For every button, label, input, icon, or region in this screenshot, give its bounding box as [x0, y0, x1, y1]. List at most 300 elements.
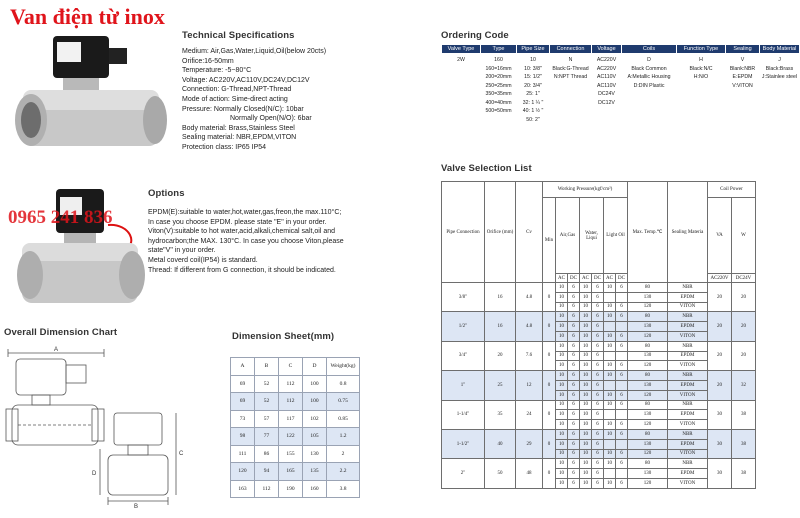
oc-item: 15: 1/2"	[524, 74, 542, 80]
vs-cell	[604, 410, 616, 420]
vs-cell: 6	[616, 361, 628, 371]
vs-cell: 10	[580, 292, 592, 302]
oc-col-valve-type	[442, 54, 481, 125]
vs-cell: 6	[616, 449, 628, 459]
ds-cell: 190	[279, 480, 303, 498]
vs-cell: 80	[628, 371, 668, 381]
vs-cell: 6	[616, 478, 628, 488]
vs-cell: 6	[592, 283, 604, 293]
vs-cell	[616, 410, 628, 420]
vs-cell: 6	[568, 322, 580, 332]
vs-cell: 10	[580, 478, 592, 488]
vs-cell: EPDM	[668, 380, 708, 390]
oc-header: Coils	[622, 45, 677, 54]
vs-cell: 10	[556, 361, 568, 371]
vs-cell: 10	[604, 459, 616, 469]
ds-cell: 165	[279, 463, 303, 481]
vs-cell	[616, 351, 628, 361]
vs-header-cv: Cv	[516, 182, 543, 283]
vs-cell: 6	[568, 341, 580, 351]
oc-col-function	[677, 54, 726, 125]
table-row	[231, 375, 360, 393]
vs-cell: 6	[592, 469, 604, 479]
valve-product-image-top	[5, 34, 175, 164]
vs-cell: 10	[556, 429, 568, 439]
oc-item: 160	[494, 57, 503, 63]
vs-cell: 10	[556, 302, 568, 312]
vs-header-air-gas: Air,Gas	[556, 198, 580, 274]
vs-va-cell: 20	[708, 341, 732, 370]
vs-cell: 10	[556, 380, 568, 390]
table-row	[231, 393, 360, 411]
ds-cell: 3.8	[327, 480, 360, 498]
vs-cell: 6	[592, 439, 604, 449]
vs-va-cell: 20	[708, 283, 732, 312]
vs-header-ac: AC	[556, 274, 568, 283]
vs-cell: 10	[604, 400, 616, 410]
vs-cell	[616, 292, 628, 302]
oc-header: Voltage	[592, 45, 622, 54]
ds-cell: 94	[255, 463, 279, 481]
vs-cell: NBR	[668, 312, 708, 322]
vs-header-min: Min	[543, 198, 556, 283]
vs-cell: VITON	[668, 361, 708, 371]
ds-cell: 155	[279, 445, 303, 463]
vs-cv-cell: 48	[516, 459, 543, 488]
ds-cell: 100	[303, 393, 327, 411]
phone-number: 0965 241 836	[8, 207, 113, 228]
vs-cell: 10	[604, 283, 616, 293]
spec-line: Mode of action: Sime-direct acting	[182, 95, 288, 103]
vs-cell: 6	[592, 371, 604, 381]
vs-orifice-cell: 35	[485, 400, 516, 429]
vs-cell: 10	[580, 322, 592, 332]
vs-va-cell: 20	[708, 312, 732, 341]
vs-header-dc: DC	[568, 274, 580, 283]
vs-w-cell: 32	[732, 371, 756, 400]
vs-cell: 6	[568, 478, 580, 488]
vs-header-dc24v: DC24V	[732, 274, 756, 283]
vs-header-working-pressure: Working Pressure(kgf/cm²)	[543, 182, 628, 198]
vs-cell: 10	[556, 439, 568, 449]
vs-cell: 130	[628, 469, 668, 479]
oc-col-coils	[622, 54, 677, 125]
vs-cv-cell: 4.8	[516, 283, 543, 312]
vs-min-cell: 0	[543, 312, 556, 341]
vs-cell: 10	[556, 341, 568, 351]
ds-cell: 160	[303, 480, 327, 498]
ds-cell: 1.2	[327, 428, 360, 446]
oc-item: A:Metallic Housing	[627, 74, 671, 80]
oc-header: Valve Type	[442, 45, 481, 54]
oc-item: N:NPT Thread	[553, 74, 588, 80]
vs-cell: 10	[556, 331, 568, 341]
vs-cell: 10	[580, 439, 592, 449]
oc-header: Sealing	[726, 45, 760, 54]
vs-header-ac: AC	[604, 274, 616, 283]
oc-item: 500=50mm	[485, 108, 512, 114]
vs-cell: 10	[580, 283, 592, 293]
ds-cell: 73	[231, 410, 255, 428]
valve-selection-table	[441, 181, 756, 489]
vs-cell	[604, 469, 616, 479]
vs-cell: 120	[628, 390, 668, 400]
ds-cell: 122	[279, 428, 303, 446]
oc-item: Black:G-Thread	[552, 65, 589, 72]
vs-w-cell: 20	[732, 283, 756, 312]
ds-cell: 0.85	[327, 410, 360, 428]
vs-orifice-cell: 16	[485, 312, 516, 341]
table-row	[231, 428, 360, 446]
vs-cell	[616, 322, 628, 332]
vs-cell: 130	[628, 351, 668, 361]
vs-cell: 6	[592, 292, 604, 302]
vs-cv-cell: 7.6	[516, 341, 543, 370]
vs-cell: EPDM	[668, 469, 708, 479]
oc-item: Black Common	[631, 65, 667, 72]
vs-cell: 6	[616, 429, 628, 439]
oc-item: 40: 1 ½ "	[522, 108, 544, 114]
oc-item: J	[778, 57, 781, 63]
spec-line: Connection: G-Thread,NPT-Thread	[182, 86, 292, 94]
vs-cell: 6	[568, 420, 580, 430]
ds-cell: 163	[231, 480, 255, 498]
vs-cell: 6	[616, 390, 628, 400]
vs-header-coil-power: Coil Power	[708, 182, 756, 198]
oc-item: Black:Brass	[765, 65, 794, 72]
vs-min-cell: 0	[543, 371, 556, 400]
vs-cell: 10	[580, 400, 592, 410]
vs-cell: 6	[568, 331, 580, 341]
vs-cell: 10	[604, 312, 616, 322]
label-a: A	[54, 347, 59, 353]
option-line: In case you choose EPDM. please state "E" in your order.	[148, 218, 327, 226]
ds-cell: 135	[303, 463, 327, 481]
vs-cell: 10	[580, 420, 592, 430]
option-line: Thread: If different from G connection, it should be indicated.	[148, 266, 336, 274]
option-line: Viton(V):suitable to hot water,acid,alkali,chemical salt,oil and	[148, 228, 336, 236]
vs-cell: EPDM	[668, 351, 708, 361]
oc-item: J:Stainlee steel	[761, 74, 798, 80]
oc-col-sealing	[726, 54, 760, 125]
ds-cell: 112	[255, 480, 279, 498]
vs-cell: 80	[628, 312, 668, 322]
oc-item: 160=16mm	[485, 65, 512, 72]
vs-min-cell: 0	[543, 400, 556, 429]
table-row	[442, 312, 756, 322]
option-line: Metal coverd coil(IP54) is standard.	[148, 256, 258, 264]
vs-cell: 6	[592, 351, 604, 361]
vs-cell: 6	[568, 390, 580, 400]
option-line: EPDM(E):suitable to water,hot,water,gas,freon,the max.110°C;	[148, 209, 342, 216]
vs-cell: 130	[628, 439, 668, 449]
valve-selection-title: Valve Selection List	[441, 163, 532, 174]
vs-cell: 6	[592, 449, 604, 459]
oc-item: 2W	[457, 57, 465, 63]
vs-cell: 10	[556, 420, 568, 430]
vs-cv-cell: 29	[516, 429, 543, 458]
vs-pipe-cell: 2"	[442, 459, 485, 488]
oc-item: AC220V	[596, 57, 617, 63]
vs-cell: 6	[592, 400, 604, 410]
vs-cell: 10	[604, 331, 616, 341]
oc-item: E:EPDM	[732, 74, 753, 80]
vs-cell: 10	[556, 292, 568, 302]
vs-cv-cell: 4.8	[516, 312, 543, 341]
dimension-sheet-table	[230, 357, 360, 498]
vs-min-cell: 0	[543, 429, 556, 458]
oc-item: 25: 1"	[526, 91, 540, 97]
vs-cell: 130	[628, 380, 668, 390]
ds-cell: 112	[279, 393, 303, 411]
vs-cell: 6	[568, 302, 580, 312]
vs-cell	[616, 380, 628, 390]
oc-col-type	[481, 54, 517, 125]
ds-header: D	[303, 358, 327, 376]
vs-cv-cell: 12	[516, 371, 543, 400]
vs-cell: VITON	[668, 390, 708, 400]
oc-col-pipe-size	[517, 54, 550, 125]
oc-item: Black:N/C	[689, 65, 713, 72]
vs-header-sealing: Sealing Materia	[668, 182, 708, 283]
table-row	[442, 400, 756, 410]
vs-cell: 10	[580, 331, 592, 341]
vs-cell: 10	[556, 312, 568, 322]
vs-cell	[604, 351, 616, 361]
ds-cell: 57	[255, 410, 279, 428]
vs-cell: 10	[580, 351, 592, 361]
vs-cell: 10	[580, 312, 592, 322]
vs-w-cell: 20	[732, 312, 756, 341]
vs-cell: 130	[628, 292, 668, 302]
vs-cell: 6	[592, 312, 604, 322]
oc-item: V	[740, 57, 745, 63]
vs-cell: 10	[556, 351, 568, 361]
vs-header-dc: DC	[592, 274, 604, 283]
vs-cell: 6	[616, 420, 628, 430]
vs-cell: 6	[568, 410, 580, 420]
table-row	[231, 463, 360, 481]
vs-cell: 10	[556, 459, 568, 469]
overall-dimension-title: Overall Dimension Chart	[4, 327, 118, 338]
vs-cell: 80	[628, 429, 668, 439]
vs-cell: 6	[616, 400, 628, 410]
ds-header: B	[255, 358, 279, 376]
oc-item: AC220V	[596, 65, 617, 72]
vs-min-cell: 0	[543, 459, 556, 488]
oc-header: Body Material	[760, 45, 800, 54]
spec-line: Pressure: Normally Closed(N/C): 10bar	[182, 105, 304, 113]
vs-pipe-cell: 3/8"	[442, 283, 485, 312]
vs-cell: 6	[592, 429, 604, 439]
label-b: B	[134, 504, 139, 510]
table-row	[442, 371, 756, 381]
vs-cell: 80	[628, 459, 668, 469]
vs-cell: 10	[556, 400, 568, 410]
vs-cell: 10	[556, 449, 568, 459]
vs-cell	[604, 439, 616, 449]
ds-cell: 98	[231, 428, 255, 446]
ds-header: A	[231, 358, 255, 376]
vs-cell: 6	[592, 478, 604, 488]
vs-cell: NBR	[668, 459, 708, 469]
spec-line: Voltage: AC220V,AC110V,DC24V,DC12V	[182, 76, 310, 84]
ds-cell: 77	[255, 428, 279, 446]
ds-cell: 0.75	[327, 393, 360, 411]
oc-item: 400=40mm	[485, 99, 512, 106]
vs-va-cell: 30	[708, 400, 732, 429]
vs-cell: 6	[592, 322, 604, 332]
oc-header: Type	[481, 45, 517, 54]
vs-header-ac220v: AC220V	[708, 274, 732, 283]
vs-cell: NBR	[668, 429, 708, 439]
vs-w-cell: 38	[732, 459, 756, 488]
vs-header-water: Water, Liqui	[580, 198, 604, 274]
vs-orifice-cell: 40	[485, 429, 516, 458]
spec-line: Medium: Air,Gas,Water,Liquid,Oil(below 20cts)	[182, 48, 327, 55]
label-c: C	[179, 451, 184, 457]
vs-cell: VITON	[668, 331, 708, 341]
vs-header-va: VA	[708, 198, 732, 274]
oc-item: DC12V	[598, 99, 615, 106]
vs-cell: 6	[592, 459, 604, 469]
ordering-code-table	[441, 44, 800, 124]
oc-item: 20: 3/4"	[524, 82, 542, 89]
oc-col-body	[760, 54, 800, 125]
oc-item: H	[699, 57, 703, 63]
vs-cell: NBR	[668, 341, 708, 351]
table-row	[231, 410, 360, 428]
vs-pipe-cell: 1/2"	[442, 312, 485, 341]
spec-line: Body material: Brass,Stainless Steel	[182, 124, 295, 132]
valve-product-image-bottom	[10, 185, 150, 313]
vs-cell	[616, 469, 628, 479]
ds-cell: 112	[279, 375, 303, 393]
vs-cell: 10	[580, 390, 592, 400]
vs-cell: 10	[580, 341, 592, 351]
vs-va-cell: 20	[708, 371, 732, 400]
oc-item: AC110V	[597, 74, 616, 80]
oc-item: D:DIN Plastic	[633, 82, 665, 89]
vs-cell: 10	[556, 322, 568, 332]
vs-cell: 6	[592, 361, 604, 371]
ds-header: C	[279, 358, 303, 376]
option-line: hydrocarbon;the MAX. 130°C. In case you choose Viton,please	[148, 237, 344, 245]
vs-cell: 120	[628, 331, 668, 341]
ds-cell: 69	[231, 375, 255, 393]
options-title: Options	[148, 188, 185, 199]
oc-item: AC110V	[597, 82, 616, 89]
ds-header: Weight(kg)	[327, 358, 360, 376]
vs-cell: 10	[580, 449, 592, 459]
vs-cell: 6	[568, 459, 580, 469]
vs-cell: 10	[604, 449, 616, 459]
ds-cell: 52	[255, 393, 279, 411]
oc-col-connection	[550, 54, 592, 125]
vs-cell: VITON	[668, 302, 708, 312]
table-row	[442, 459, 756, 469]
vs-cell: 6	[616, 341, 628, 351]
vs-cell: 6	[568, 283, 580, 293]
vs-cell: 10	[556, 410, 568, 420]
vs-cell: 6	[568, 449, 580, 459]
vs-header-ac: AC	[580, 274, 592, 283]
vs-cell: 120	[628, 302, 668, 312]
vs-cell: 6	[568, 400, 580, 410]
oc-item: 350=35mm	[485, 91, 512, 97]
dimension-sheet-title: Dimension Sheet(mm)	[232, 331, 335, 342]
oc-item: 50: 2"	[526, 116, 540, 123]
vs-cell: 10	[604, 302, 616, 312]
spec-line: Protection class: IP65 IP54	[182, 143, 267, 151]
tech-specs-title: Technical Specifications	[182, 30, 295, 41]
table-row	[231, 445, 360, 463]
vs-va-cell: 30	[708, 429, 732, 458]
vs-cell: 6	[568, 292, 580, 302]
vs-cell: 6	[592, 390, 604, 400]
vs-cell: 6	[616, 312, 628, 322]
vs-cell: 10	[580, 302, 592, 312]
valve-selection-body	[442, 283, 756, 489]
oc-item: H:N/O	[693, 74, 709, 80]
vs-cell: 6	[592, 341, 604, 351]
ds-cell: 0.8	[327, 375, 360, 393]
vs-cell: NBR	[668, 283, 708, 293]
oc-col-voltage	[592, 54, 622, 125]
vs-pipe-cell: 3/4"	[442, 341, 485, 370]
vs-cell: 10	[580, 371, 592, 381]
vs-cell: 10	[580, 459, 592, 469]
vs-cell: 6	[616, 283, 628, 293]
oc-item: 10	[530, 57, 536, 63]
vs-cell: 130	[628, 410, 668, 420]
vs-cell: 10	[580, 361, 592, 371]
vs-cell: 6	[592, 302, 604, 312]
vs-cell: EPDM	[668, 322, 708, 332]
vs-cell: 10	[556, 371, 568, 381]
vs-cell: 10	[604, 361, 616, 371]
ds-cell: 111	[231, 445, 255, 463]
vs-cell: 6	[616, 302, 628, 312]
label-d: D	[92, 471, 97, 477]
vs-cell: EPDM	[668, 410, 708, 420]
dimension-drawing	[4, 345, 194, 510]
vs-cell: 10	[580, 380, 592, 390]
vs-cell: 10	[580, 469, 592, 479]
oc-item: Blank:NBR	[729, 65, 756, 72]
vs-cell: EPDM	[668, 439, 708, 449]
ds-cell: 2.2	[327, 463, 360, 481]
spec-line: Temperature: -5~80°C	[182, 67, 252, 75]
vs-cell: VITON	[668, 478, 708, 488]
vs-cell	[616, 439, 628, 449]
vs-min-cell: 0	[543, 283, 556, 312]
oc-item: 250=25mm	[485, 82, 512, 89]
options-list	[148, 208, 344, 275]
vs-cv-cell: 24	[516, 400, 543, 429]
vs-pipe-cell: 1-1/4"	[442, 400, 485, 429]
oc-header: Function Type	[677, 45, 726, 54]
vs-cell: 120	[628, 449, 668, 459]
vs-w-cell: 38	[732, 400, 756, 429]
spec-line: Orifice:16-50mm	[182, 57, 234, 65]
vs-cell: NBR	[668, 400, 708, 410]
vs-cell: 6	[568, 312, 580, 322]
oc-item: 32: 1 ¼ "	[522, 99, 544, 106]
vs-cell: 10	[604, 478, 616, 488]
oc-item: 200=20mm	[485, 74, 512, 80]
option-line: state"V" in your order.	[148, 247, 216, 255]
